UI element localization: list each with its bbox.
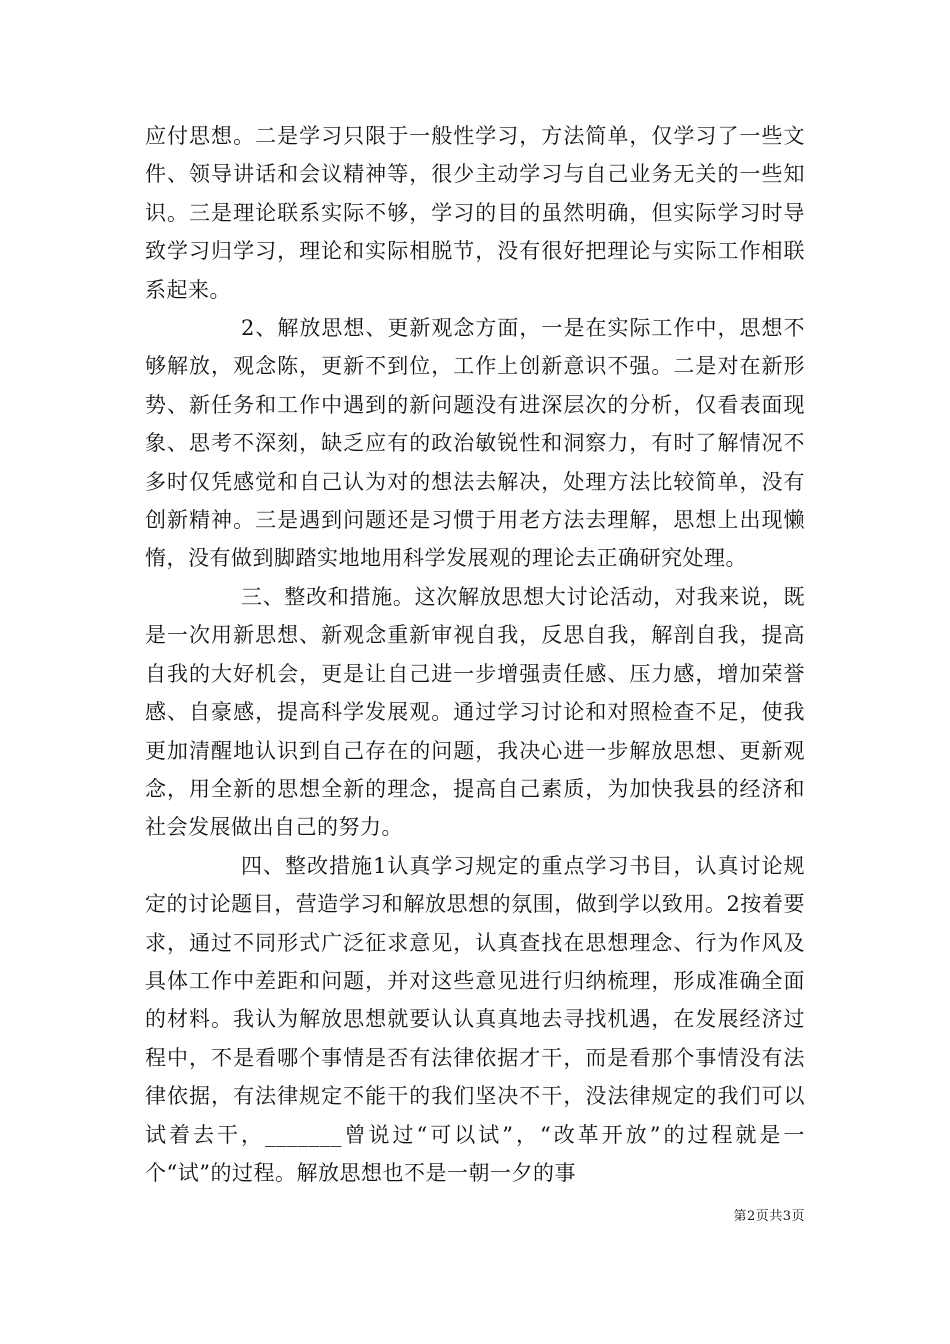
paragraph-1: 应付思想。二是学习只限于一般性学习，方法简单，仅学习了一些文件、领导讲话和会议精神等，很少主动学习与自己业务无关的一些知识。三是理论联系实际不够，学习的目的虽然明确，但实际学习时导致学习归学习，理论和实际相脱节，没有很好把理论与实际工作相联系起来。 — [145, 124, 805, 302]
page-number-footer: 第2页共3页 — [733, 1209, 805, 1224]
paragraph-3: 三、整改和措施。这次解放思想大讨论活动，对我来说，既是一次用新思想、新观念重新审视自我，反思自我，解剖自我，提高自我的大好机会，更是让自己进一步增强责任感、压力感，增加荣誉感、自豪感，提高科学发展观。通过学习讨论和对照检查不足，使我更加清醒地认识到自己存在的问题，我决心进一步解放思想、更新观念，用全新的思想全新的理念，提高自己素质，为加快我县的经济和社会发展做出自己的努力。 — [145, 584, 805, 840]
document-body — [145, 117, 805, 1192]
paragraph-4: 四、整改措施1认真学习规定的重点学习书目，认真讨论规定的讨论题目，营造学习和解放思想的氛围，做到学以致用。2按着要求，通过不同形式广泛征求意见，认真查找在思想理念、行为作风及具体工作中差距和问题，并对这些意见进行归纳梳理，形成准确全面的材料。我认为解放思想就要认认真真地去寻找机遇，在发展经济过程中，不是看哪个事情是否有法律依据才干，而是看那个事情没有法律依据，有法律规定不能干的我们坚决不干，没法律规定的我们可以试着去干，_______曾说过“可以试”，“改革开放”的过程就是一个“试”的过程。解放思想也不是一朝一夕的事 — [145, 853, 805, 1185]
paragraph-2: 2、解放思想、更新观念方面，一是在实际工作中，思想不够解放，观念陈，更新不到位，工作上创新意识不强。二是对在新形势、新任务和工作中遇到的新问题没有进深层次的分析，仅看表面现象、思考不深刻，缺乏应有的政治敏锐性和洞察力，有时了解情况不多时仅凭感觉和自己认为对的想法去解决，处理方法比较简单，没有创新精神。三是遇到问题还是习惯于用老方法去理解，思想上出现懒惰，没有做到脚踏实地地用科学发展观的理论去正确研究处理。 — [145, 316, 805, 571]
